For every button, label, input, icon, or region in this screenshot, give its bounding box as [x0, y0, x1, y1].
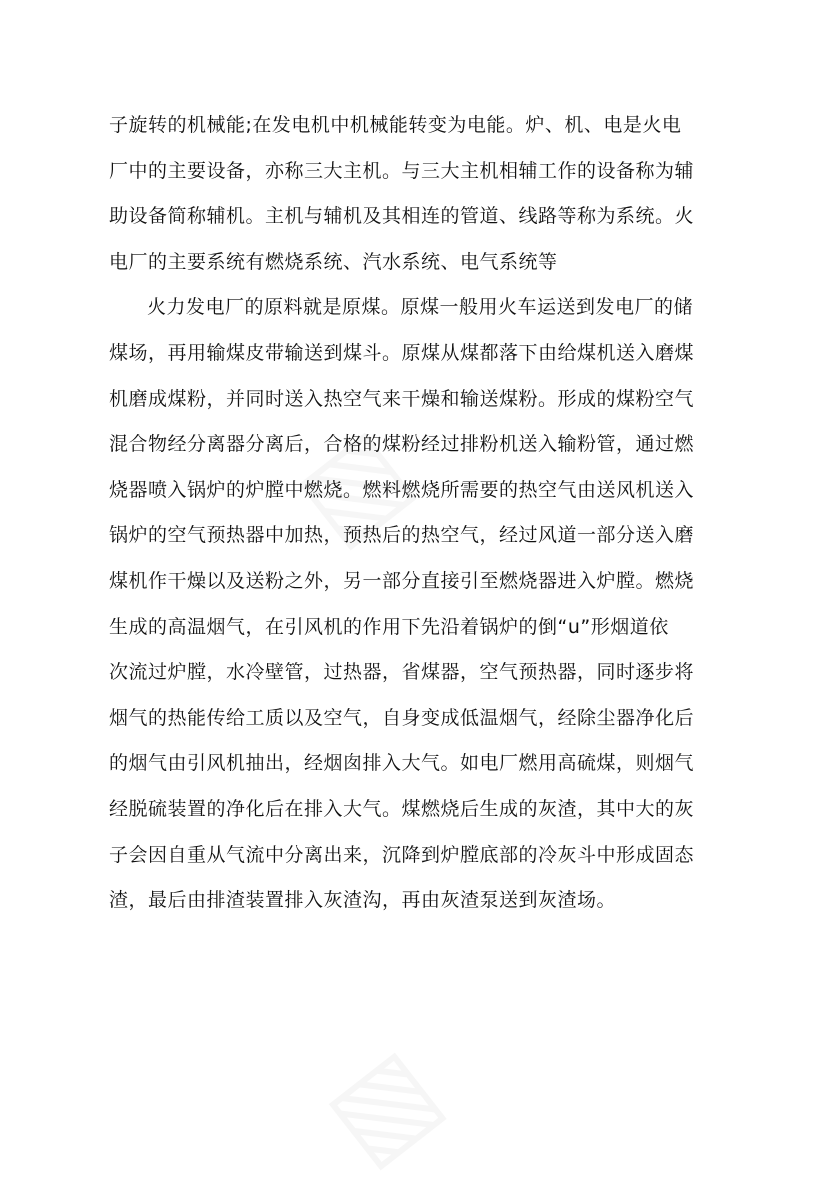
- text-line: 机磨成煤粉，并同时送入热空气来干燥和输送煤粉。形成的煤粉空气: [109, 387, 695, 410]
- text-line: 煤机作干燥以及送粉之外，另一部分直接引至燃烧器进入炉膛。燃烧: [109, 569, 695, 592]
- text-line: 子会因自重从气流中分离出来，沉降到炉膛底部的冷灰斗中形成固态: [109, 843, 695, 866]
- text-line: 厂中的主要设备，亦称三大主机。与三大主机相辅工作的设备称为辅: [109, 159, 695, 182]
- text-line: 经脱硫装置的净化后在排入大气。煤燃烧后生成的灰渣，其中大的灰: [109, 797, 695, 820]
- text-line: 生成的高温烟气，在引风机的作用下先沿着锅炉的倒“u”形烟道依: [109, 615, 669, 638]
- text-line: 子旋转的机械能;在发电机中机械能转变为电能。炉、机、电是火电: [109, 114, 682, 136]
- paragraph-1: [109, 103, 721, 285]
- text-line: 煤场，再用输煤皮带输送到煤斗。原煤从煤都落下由给煤机送入磨煤: [109, 341, 695, 364]
- watermark: [302, 1022, 463, 1186]
- paragraph-2: [109, 285, 721, 923]
- text-line: 渣，最后由排渣装置排入灰渣沟，再由灰渣泵送到灰渣场。: [109, 889, 617, 912]
- text-line: 烧器喷入锅炉的炉膛中燃烧。燃料燃烧所需要的热空气由送风机送入: [109, 478, 695, 501]
- text-line: 次流过炉膛，水冷壁管，过热器，省煤器，空气预热器，同时逐步将: [109, 661, 695, 684]
- text-line: 火力发电厂的原料就是原煤。原煤一般用火车运送到发电厂的储: [147, 296, 694, 319]
- text-line: 烟气的热能传给工质以及空气，自身变成低温烟气，经除尘器净化后: [109, 706, 695, 729]
- text-line: 混合物经分离器分离后，合格的煤粉经过排粉机送入输粉管，通过燃: [109, 433, 695, 456]
- text-line: 的烟气由引风机抽出，经烟囱排入大气。如电厂燃用高硫煤，则烟气: [109, 752, 695, 775]
- text-line: 锅炉的空气预热器中加热，预热后的热空气，经过风道一部分送入磨: [109, 524, 695, 547]
- text-line: 助设备简称辅机。主机与辅机及其相连的管道、线路等称为系统。火: [109, 205, 695, 228]
- text-line: 电厂的主要系统有燃烧系统、汽水系统、电气系统等: [109, 250, 558, 273]
- body-text: [109, 103, 721, 924]
